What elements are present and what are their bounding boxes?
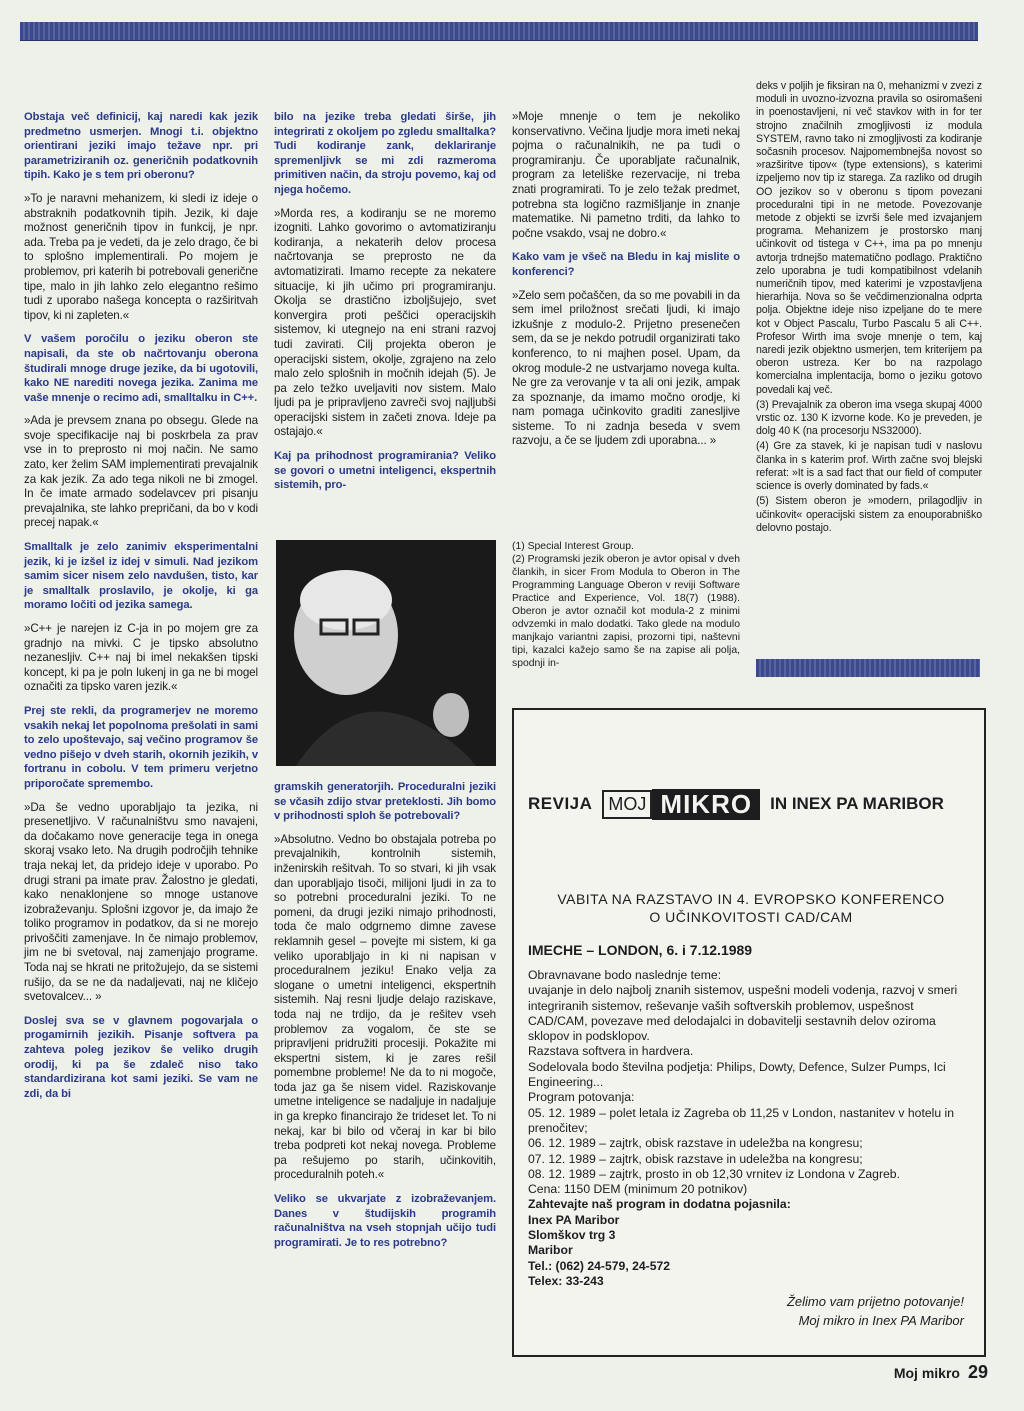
- ad-contact-line: Telex: 33-243: [528, 1273, 604, 1288]
- footnote: (2) Programski jezik oberon je avtor opisal v dveh člankih, in sicer From Modula to Oberon in The Programming Language Oberon v reviji Software Practice and Experience, Vol. 18(7) (1988). Oberon je avtor označil kot modula-2 z minimi odvzemki in malo dodatki. Tako glede na modulo manjkajo variantni zapisi, prozorni tipi, naštevni tipi, kazalci kažejo samo še na zapise ali polja, spodnji in-: [512, 554, 740, 669]
- column-2-lower: [274, 780, 496, 1259]
- footnote: (1) Special Interest Group.: [512, 541, 634, 552]
- logo-moj: MOJ: [602, 790, 652, 819]
- ad-line: Cena: 1150 DEM (minimum 20 potnikov): [528, 1182, 748, 1197]
- answer-paragraph: »To je naravni mehanizem, ki sledi iz ideje o abstraknih podatkovnih tipih. Jezik, ki daje možnost generičnih tipov in funkcij, je npr. ada. Treba pa je vedeti, da je zelo drago, če bi to splošno implementirali. Po mojem je problemov, pri katerih bi potrebovali generične tipe, malo in jih lahko zelo elegantno rešimo tudi z uporabo našega koncepta o razširitvah tipov, ki ni zapleten.«: [24, 191, 258, 322]
- ad-revija: REVIJA: [528, 794, 593, 813]
- ad-signature: Moj mikro in Inex PA Maribor: [798, 1313, 964, 1328]
- column-4-notes: [756, 80, 982, 537]
- ad-header: [528, 784, 978, 824]
- question-paragraph: Kako vam je všeč na Bledu in kaj mislite o konferenci?: [512, 251, 740, 278]
- ad-wish: Želimo vam prijetno potovanje!: [786, 1294, 964, 1309]
- question-paragraph: bilo na jezike treba gledati širše, jih integrirati z okoljem po zgledu smalltalka? Tudi kodiranje zank, deklariranje spremenljivk se mi zdi razmeroma primitiven način, da stroju povemo, kaj od njega hočemo.: [274, 111, 496, 196]
- ad-line: Obravnavane bodo naslednje teme:: [528, 968, 722, 982]
- answer-paragraph: »C++ je narejen iz C-ja in po mojem gre za gradnjo na mivki. C je tipsko absolutno nezanesljiv. C++ naj bi imel nekakšen tipski koncept, ki pa je poln lukenj in ga ne bi mogel označiti za tipsko varen jezik.«: [24, 622, 258, 694]
- question-paragraph: Smalltalk je zelo zanimiv eksperimentalni jezik, ki je izšel iz idej v simuli. Nad jezikom samim sicer nisem zelo navdušen, tisto, kar je smalltalk proslavilo, je okolje, ki ga moramo ločiti od jezika samega.: [24, 541, 258, 612]
- footnote-continued: (4) Gre za stavek, ki je napisan tudi v naslovu članka in s katerim prof. Wirth začne svoj blejski referat: »It is a sad fact that our field of computer science is overly dominated by fads.«: [756, 440, 982, 493]
- answer-paragraph: »Morda res, a kodiranju se ne moremo izogniti. Lahko govorimo o avtomatiziranju kodiranja, a nekaterih delov procesa načrtovanja se preprosto ne da avtomatizirati. Imamo recepte za nekatere situacije, ki jih učimo pri programiranju. Okolja se drastično izboljšujejo, svet konvergira proti peščici operacijskih sistemov, ki utegnejo na eni strani razvoj tudi zavirati. Cilj projekta oberon je operacijski sistem, okolje, zgrajeno na zelo malo zelo splošnih in močnih idejah (5). Je pa zelo težko uveljaviti nov sistem. Malo ljudi pa je pripravljeno zavreči svoj najljubši operacijski sistem in začeti znova. Ideje pa ostajajo.«: [274, 206, 496, 439]
- portrait-figure: [276, 540, 496, 766]
- answer-paragraph: »Zelo sem počaščen, da so me povabili in da sem imel priložnost srečati ljudi, ki imajo izkušnje z modulo-2. Prijetno presenečen sem, da se je nekdo potrudil organizirati tako konferenco, to ni majhen posel. Upam, da okrog module-2 ne ustvarjamo novega kulta. Ne gre za verovanje v ta ali oni jezik, ampak za spoznanje, da imamo močno orodje, ki nam pomaga učinkovito graditi zanesljive sisteme. To ni zadnja beseda v svem razvoju, a če se ljudem zdi uporabna... »: [512, 288, 740, 448]
- footnote-continued: (5) Sistem oberon je »modern, prilagodljiv in učinkovit« operacijski sistem za enouporabniško delovno postajo.: [756, 495, 982, 534]
- magazine-name: Moj mikro: [893, 1365, 960, 1381]
- question-paragraph: V vašem poročilu o jeziku oberon ste napisali, da ste ob načrtovanju oberona študirali mnoge druge jezike, da bi ugotovili, kako NE narediti novega jezika. Zanima me vaše mnenje o recimo adi, smalltalku in C++.: [24, 333, 258, 404]
- ad-invitation-line-2: O UČINKOVITOSTI CAD/CAM: [649, 909, 853, 925]
- ad-line: 07. 12. 1989 – zajtrk, obisk razstave in udeležba na kongresu;: [528, 1151, 863, 1166]
- answer-paragraph: »Da še vedno uporabljajo ta jezika, ni presenetljivo. V računalništvu smo navajeni, da dočakamo nove generacije tega in onega skoraj vsako leto. Na drugih področjih tehnike traja nekaj let, da pridejo ideje v uporabo. Po drugi strani pa imate prav. Žalostno je gledati, kako nenaklonjene so mnoge ustanove izobraževanju. Splošni izgovor je, da imajo že toliko programov in podatkov, da si ne morejo privoščiti zamenjave. In če nimajo problemov, jim ne bi svetoval, naj zamenjajo programe. Toda naj se hkrati ne pritožujejo, da se sistemi rušijo, da se ne da nadaljevati, naj ne kličejo svetovalcev... »: [24, 800, 258, 1004]
- ad-line: Sodelovala bodo številna podjetja: Philips, Dowty, Defence, Sulzer Pumps, Ici Engineering...: [528, 1059, 946, 1090]
- column-1: [24, 110, 258, 1110]
- question-paragraph: Prej ste rekli, da programerjev ne moremo vsakih nekaj let popolnoma prešolati in sami to zelo upoštevajo, saj večino programov še vedno pišejo v dveh starih, okornih jezikih, v fortranu in cobolu. V tem primeru verjetno priporočate spremembo.: [24, 704, 258, 790]
- ad-invitation-line-1: VABITA NA RAZSTAVO IN 4. EVROPSKO KONFERENCO: [557, 891, 945, 907]
- answer-paragraph: »Moje mnenje o tem je nekoliko konservativno. Večina ljudje mora imeti nekaj pojma o računalnikih, ne pa tudi o programiranju. Če uporabljate računalnik, program za leteliške rezervacije, ni treba znati programirati. To je zelo težak predmet, potrebna sta logično razmišljanje in znanje matematike. Ni pametno trditi, da lahko to počne vsakdo, vsaj ne dobro.«: [512, 110, 740, 240]
- ad-contact-line: Slomškov trg 3: [528, 1228, 616, 1243]
- ad-line: uvajanje in delo najbolj znanih sistemov, uspešni modeli vodenja, razvoj v smeri integriranih sistemov, reševanje vaših softverskih problemov, uspešnost CAD/CAM, povezave med delodajalci in dobavitelji sestavnih delov oziroma sklopov in podsklopov.: [528, 983, 958, 1044]
- ad-contact-line: Maribor: [528, 1243, 573, 1258]
- ad-contact-line: Tel.: (062) 24-579, 24-572: [528, 1258, 671, 1273]
- column-4-divider-bar: [756, 659, 980, 677]
- advertisement-box: [512, 708, 986, 1357]
- top-decorative-bar: [20, 22, 978, 41]
- moj-mikro-logo: [602, 786, 760, 822]
- ad-contact-line: Inex PA Maribor: [528, 1212, 620, 1227]
- page-number: 29: [967, 1362, 988, 1382]
- question-paragraph: Kaj pa prihodnost programirania? Veliko se govori o umetni inteligenci, ekspertnih sistemih, pro-: [274, 450, 496, 492]
- ad-location-date: IMECHE – LONDON, 6. i 7.12.1989: [528, 942, 753, 958]
- ad-line: 06. 12. 1989 – zajtrk, obisk razstave in udeležba na kongresu;: [528, 1136, 863, 1151]
- page-footer: [894, 1362, 988, 1383]
- ad-invitation: [528, 890, 974, 926]
- column-2: [274, 110, 496, 502]
- ad-inex: IN INEX PA MARIBOR: [770, 794, 944, 813]
- question-paragraph: Veliko se ukvarjate z izobraževanjem. Danes v študijskih programih računalništva na vseh stopnjah učijo tudi programirati. Je to res potrebno?: [274, 1193, 496, 1249]
- ad-contact-line: Zahtevajte naš program in dodatna pojasnila:: [528, 1197, 791, 1212]
- footnotes: [512, 540, 740, 670]
- ad-line: 05. 12. 1989 – polet letala iz Zagreba ob 11,25 v London, nastanitev v hotelu in prenočitev;: [528, 1105, 954, 1135]
- ad-line: Razstava softvera in hardvera.: [528, 1044, 694, 1059]
- question-paragraph: gramskih generatorjih. Proceduralni jeziki se včasih zdijo stvar preteklosti. Jih bomo v prihodnosti sploh še potrebovali?: [274, 781, 496, 823]
- footnote-continued: (3) Prevajalnik za oberon ima vsega skupaj 4000 vrstic oz. 130 K izvorne kode. Ko je preveden, je dolg 40 K (na procesorju NS32000).: [756, 398, 982, 438]
- ad-line: Program potovanja:: [528, 1090, 635, 1105]
- question-paragraph: Doslej sva se v glavnem pogovarjala o progamirnih jezikih. Pisanje softvera pa zahteva poleg jezikov še veliko drugih orodij, ki pa še zdaleč niso tako standardizirana kot sami jeziki. Se vam ne zdi, da bi: [24, 1014, 258, 1100]
- footnote-continued: deks v poljih je fiksiran na 0, mehanizmi v zvezi z moduli in uvozno-izvozna pravila so osiromašeni in poenostavljeni, ni več stavkov with in for ter strojno značilnih zmogljivosti iz modula SYSTEM, ravno tako ni zmogljivosti za kodiranje sočasnih procesov. Najpomembnejša novost so »razširitve tipov« (type extensions), s katerimi izpeljemo nov tip iz starega. Za razliko od drugih OO jezikov so v oberonu s tipom povezani proceduralni tipi in ne metode. Povezovanje metode z objekti se izvrši šele med izvajanjem programa. Mehanizem je prostorsko manj učinkovit od tistega v C++, ima pa po mnenju avtorja trdnejšo matematično podlago. Praktično zelo uporabna je tudi kompatibilnost vdelanih numeričnih tipov, med katerimi je vzpostavljena hierarhija. Nova so še večdimenzionalna odprta polja. Objektne ideje niso izpeljane do te mere kot v Object Pascalu, Turbo Pascalu 5 ali C++. Profesor Wirth ima svoje mnenje o tem, kaj naredi jezik objektno usmerjen, tem kriterijem pa oberon ustreza. Ker bo na razpolago komercialna implentacija, bomo o jeziku gotovo povedali kaj več.: [756, 80, 982, 396]
- portrait-photo: [276, 540, 496, 766]
- logo-mikro: MIKRO: [652, 789, 760, 820]
- ad-body: [528, 968, 974, 1289]
- question-paragraph: Obstaja več definicij, kaj naredi kak jezik predmetno usmerjen. Mnogi t.i. objektno orientirani jeziki imajo težave npr. pri parametriziranih oz. generičnih podatkovnih tipih. Kako je s tem pri oberonu?: [24, 111, 258, 182]
- answer-paragraph: »Absolutno. Vedno bo obstajala potreba po prevajalnikih, kontrolnih sistemih, inženirskih rešitvah. To so stvari, ki jih vsak dan uporabljajo tisoči, milijoni ljudi in za to so potrebni proceduralni jeziki. To ne pomeni, da drugi jeziki nimajo prihodnosti, toda če malo odgrnemo dimne zavese reklamnih gesel – povejte mi sistem, ki ga veliko uporabljajo in ki ni napisan v proceduralnem jeziku! Enako velja za slogane o umetni inteligenci, ekspertnih sistemih. Naj resni ljudje delajo raziskave, toda naj ne trdijo, da je rešitev vseh problemov za vogalom, če ste se pripravljeni pridružiti procesiji. Pokažite mi ekspertni sistem, ki je zares rešil pomembne probleme! Ne da to ni mogoče, toda jaz ga še nisem videl. Raziskovanje umetne inteligence se nadaljuje in nadaljuje in ga krepko financirajo že trideset let. To ni nekaj, kar bi bilo od včeraj in kar bi bilo treba podpreti kot nekaj novega. Probleme pa rešujemo po starih, učinkovitih, proceduralnih poteh.«: [274, 832, 496, 1182]
- answer-paragraph: »Ada je prevsem znana po obsegu. Glede na svoje specifikacije naj bi poskrbela za prav vse in to preprosto ni moj način. Ne samo zato, ker želim SAM implementirati prevajalnik za kak jezik. Za ado tega nikoli ne bi zmogel. In če imate armado sodelavcev pri pisanju prevajalnika, ste lahko prepričani, da bo v kodi precej napak.«: [24, 414, 258, 530]
- ad-closing: [787, 1292, 964, 1330]
- column-3: [512, 110, 740, 458]
- ad-line: 08. 12. 1989 – zajtrk, prosto in ob 12,30 vrnitev iz Londona v Zagreb.: [528, 1166, 900, 1181]
